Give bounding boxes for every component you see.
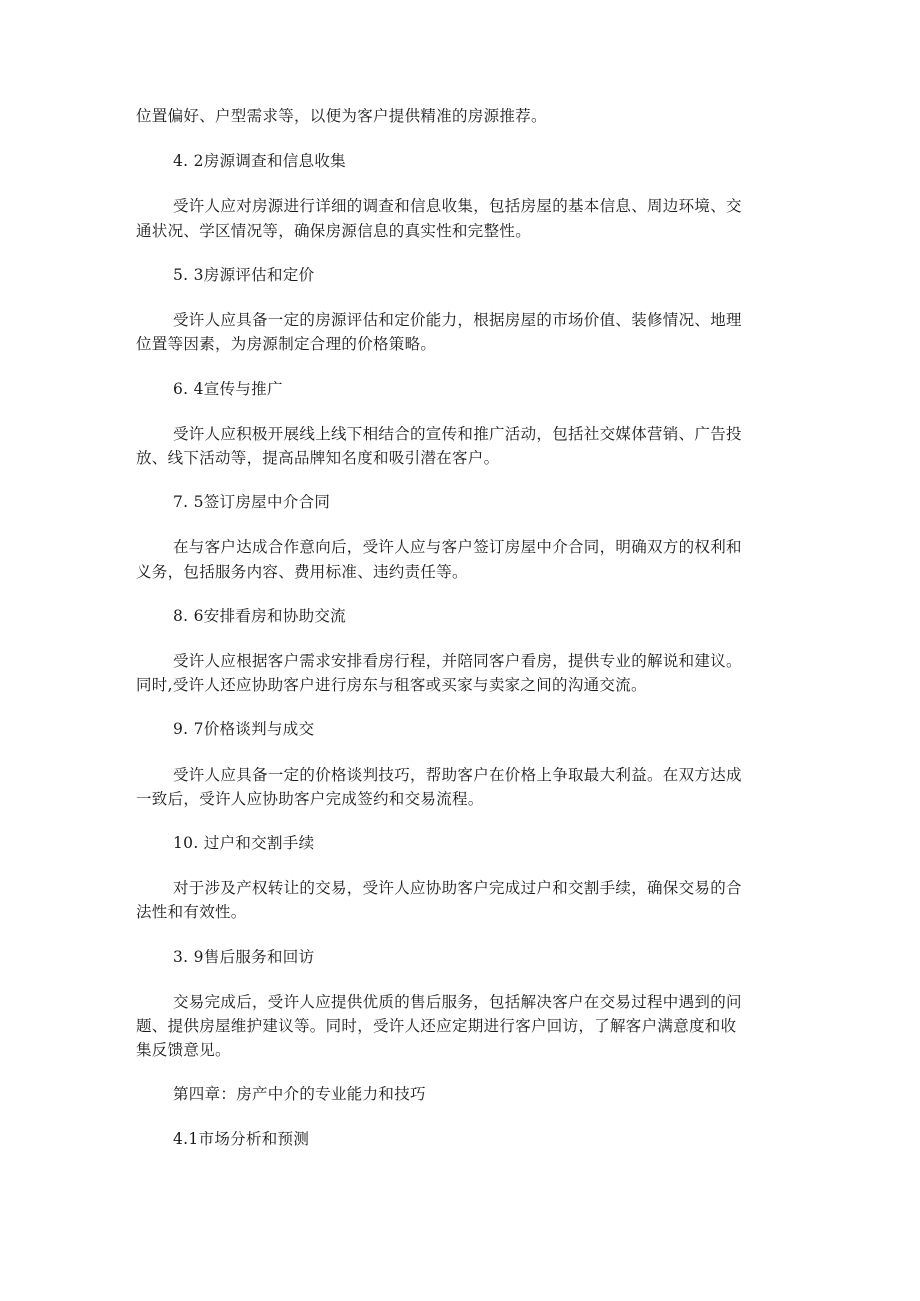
paragraph-line: 受许人应具备一定的房源评估和定价能力，根据房屋的市场价值、装修情况、地理 bbox=[173, 311, 742, 329]
paragraph-line: 义务，包括服务内容、费用标准、违约责任等。 bbox=[136, 563, 468, 581]
section-heading: 5. 3房源评估和定价 bbox=[173, 266, 315, 284]
chapter-heading: 第四章：房产中介的专业能力和技巧 bbox=[173, 1085, 426, 1103]
paragraph-line: 受许人应具备一定的价格谈判技巧，帮助客户在价格上争取最大利益。在双方达成 bbox=[173, 766, 742, 784]
paragraph-line: 集反馈意见。 bbox=[136, 1041, 231, 1059]
section-heading: 4.1市场分析和预测 bbox=[173, 1130, 310, 1148]
paragraph-line: 位置等因素，为房源制定合理的价格策略。 bbox=[136, 335, 437, 353]
section-heading: 9. 7价格谈判与成交 bbox=[173, 720, 315, 738]
paragraph-line: 交易完成后，受许人应提供优质的售后服务，包括解决客户在交易过程中遇到的问 bbox=[173, 993, 742, 1011]
section-heading: 10. 过户和交割手续 bbox=[173, 834, 315, 852]
paragraph-line: 放、线下活动等，提高品牌知名度和吸引潜在客户。 bbox=[136, 449, 500, 467]
section-heading: 3. 9售后服务和回访 bbox=[173, 948, 315, 966]
paragraph-line: 同时,受许人还应协助客户进行房东与租客或买家与卖家之间的沟通交流。 bbox=[136, 676, 647, 694]
paragraph-line: 对于涉及产权转让的交易，受许人应协助客户完成过户和交割手续，确保交易的合 bbox=[173, 879, 742, 897]
section-heading: 7. 5签订房屋中介合同 bbox=[173, 493, 331, 511]
paragraph-line: 题、提供房屋维护建议等。同时，受许人还应定期进行客户回访，了解客户满意度和收 bbox=[136, 1017, 737, 1035]
paragraph-line: 法性和有效性。 bbox=[136, 903, 247, 921]
paragraph-line: 在与客户达成合作意向后，受许人应与客户签订房屋中介合同，明确双方的权利和 bbox=[173, 538, 742, 556]
paragraph-line: 受许人应根据客户需求安排看房行程，并陪同客户看房，提供专业的解说和建议。 bbox=[173, 652, 742, 670]
paragraph-line: 受许人应积极开展线上线下相结合的宣传和推广活动，包括社交媒体营销、广告投 bbox=[173, 425, 742, 443]
paragraph-line: 通状况、学区情况等，确保房源信息的真实性和完整性。 bbox=[136, 222, 532, 240]
section-heading: 6. 4宣传与推广 bbox=[173, 380, 283, 398]
paragraph-line: 受许人应对房源进行详细的调查和信息收集，包括房屋的基本信息、周边环境、交 bbox=[173, 197, 742, 215]
paragraph-line: 一致后，受许人应协助客户完成签约和交易流程。 bbox=[136, 790, 484, 808]
section-heading: 8. 6安排看房和协助交流 bbox=[173, 607, 346, 625]
paragraph-line: 位置偏好、户型需求等，以便为客户提供精准的房源推荐。 bbox=[136, 107, 547, 125]
section-heading: 4. 2房源调查和信息收集 bbox=[173, 152, 346, 170]
